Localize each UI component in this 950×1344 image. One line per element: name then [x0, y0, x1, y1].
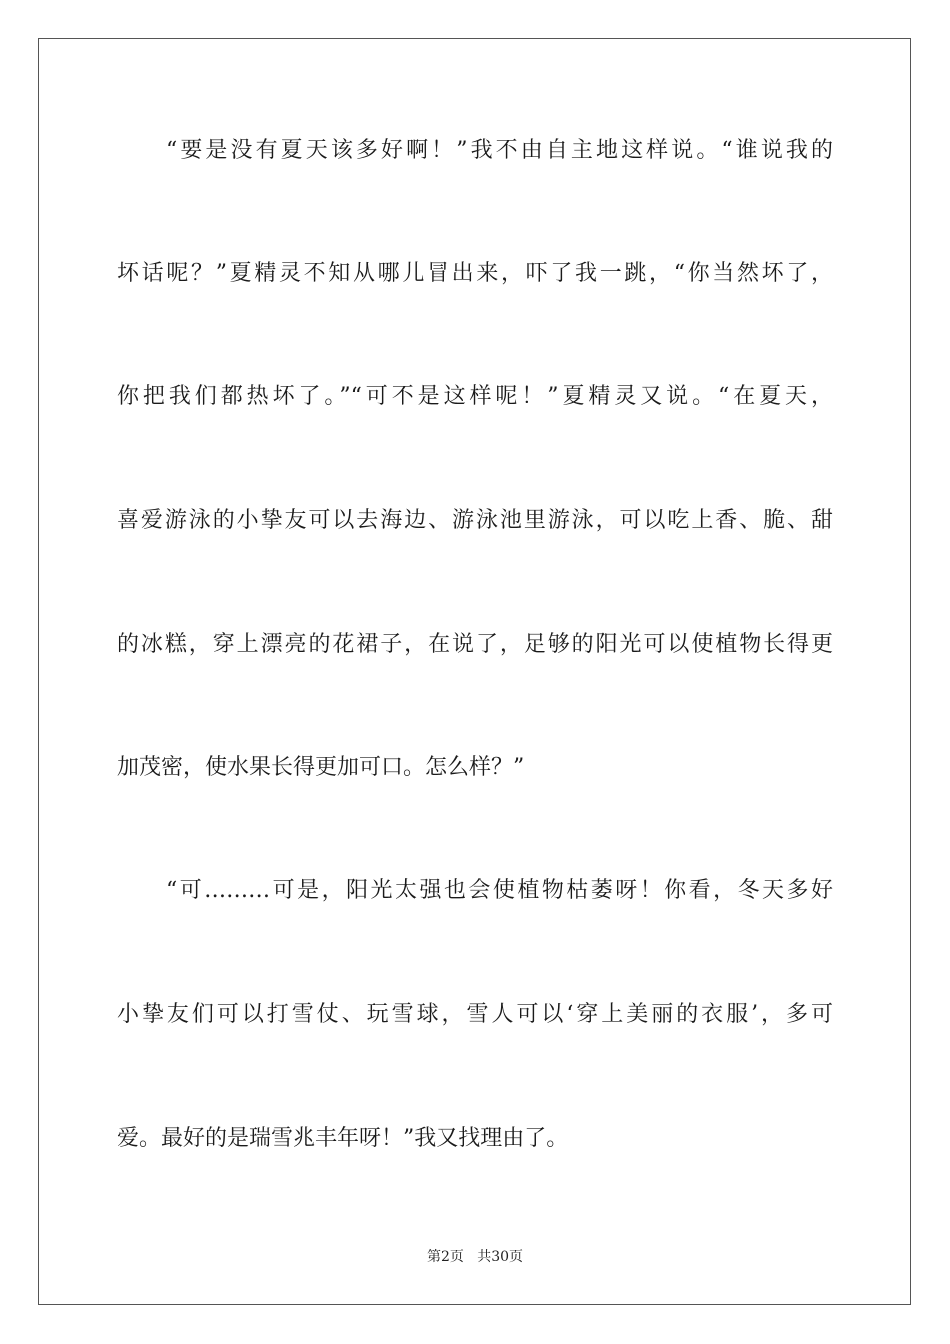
paragraph-1-line-6: 加茂密，使水果长得更加可口。怎么样？” [117, 755, 525, 780]
paragraph-1-line-3: 你把我们都热坏了。”“可不是这样呢！”夏精灵又说。“在夏天， [117, 384, 833, 409]
paragraph-2-line-3: 爱。最好的是瑞雪兆丰年呀！”我又找理由了。 [117, 1126, 569, 1151]
page-number-footer: 第2页 共30页 [426, 1249, 524, 1265]
page-border [38, 38, 911, 1305]
paragraph-1-line-5: 的冰糕，穿上漂亮的花裙子，在说了，足够的阳光可以使植物长得更 [117, 632, 833, 657]
paragraph-1-line-2: 坏话呢？”夏精灵不知从哪儿冒出来，吓了我一跳，“你当然坏了， [117, 261, 833, 286]
paragraph-1-line-4: 喜爱游泳的小挚友可以去海边、游泳池里游泳，可以吃上香、脆、甜 [117, 508, 833, 533]
paragraph-1-line-1: “要是没有夏天该多好啊！”我不由自主地这样说。“谁说我的 [166, 138, 833, 163]
paragraph-2-line-1: “可………可是，阳光太强也会使植物枯萎呀！你看，冬天多好 [166, 878, 833, 903]
paragraph-2-line-2: 小挚友们可以打雪仗、玩雪球，雪人可以‘穿上美丽的衣服’，多可 [117, 1002, 833, 1027]
